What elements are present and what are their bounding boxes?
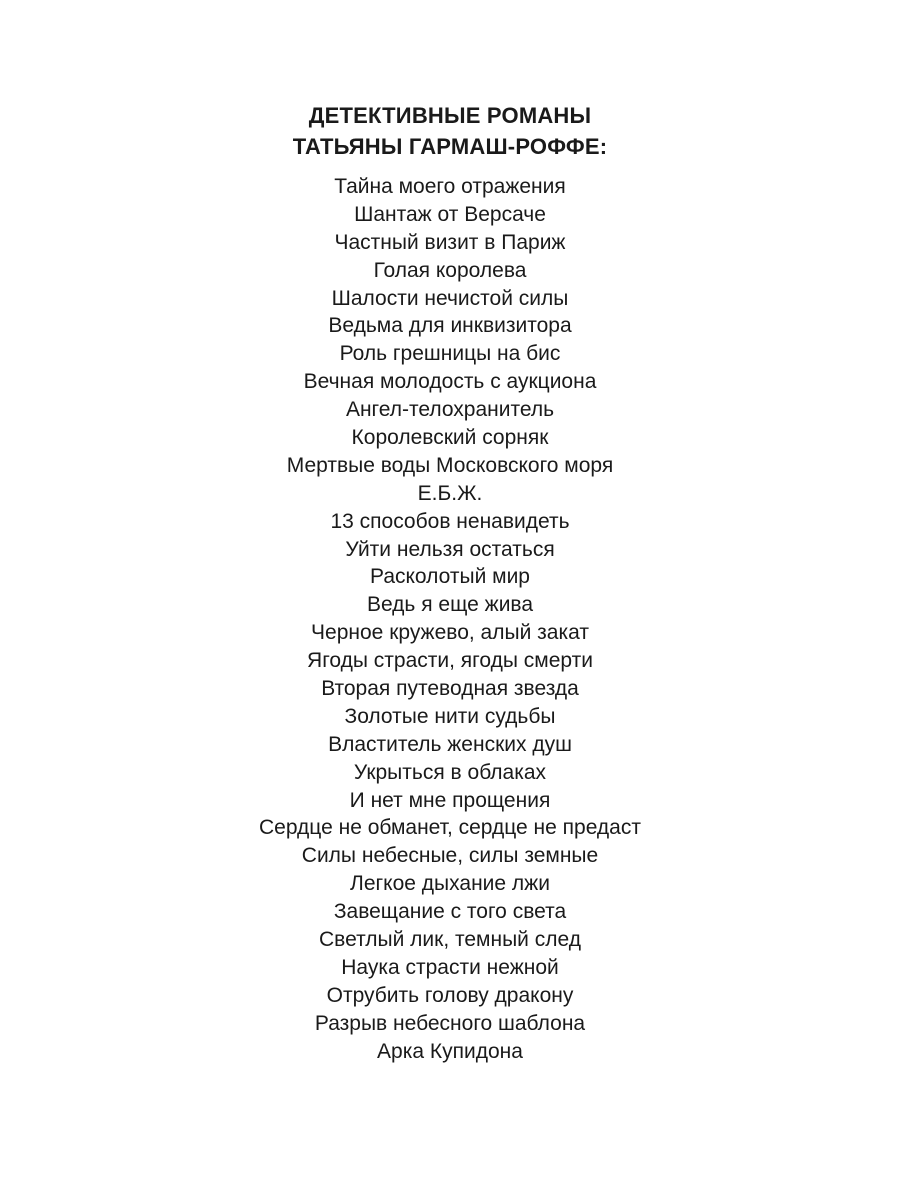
novel-title: И нет мне прощения [349,788,551,812]
novel-title: Арка Купидона [377,1039,523,1063]
novel-title: Укрыться в облаках [353,760,547,784]
heading-line-1: ДЕТЕКТИВНЫЕ РОМАНЫ [308,103,592,128]
novel-title: Шантаж от Версаче [354,202,546,226]
novel-title: Золотые нити судьбы [344,704,556,728]
novel-title: Ведьма для инквизитора [328,314,572,338]
novel-title: Легкое дыхание лжи [350,872,550,896]
novel-title: Ангел-телохранитель [345,398,555,422]
novel-title: Королевский сорняк [351,426,549,450]
novel-title: Шалости нечистой силы [331,286,569,310]
novel-title: Разрыв небесного шаблона [314,1011,586,1035]
novel-title: Частный визит в Париж [334,230,566,254]
novel-titles-list [0,173,900,1066]
novel-title: Ягоды страсти, ягоды смерти [307,649,593,673]
novel-title: Е.Б.Ж. [417,481,483,505]
novel-title: Властитель женских душ [328,732,572,756]
novel-title: Силы небесные, силы земные [301,844,599,868]
page-heading [0,100,900,162]
novel-title: Светлый лик, темный след [319,928,581,952]
novel-title: Отрубить голову дракону [326,983,574,1007]
novel-title: Мертвые воды Московского моря [286,453,614,477]
novel-title: Завещание с того света [333,900,567,924]
novel-title: Сердце не обманет, сердце не предаст [259,816,641,840]
novel-title: Ведь я еще жива [366,593,534,617]
novel-title: Черное кружево, алый закат [311,621,589,645]
novel-title: 13 способов ненавидеть [330,509,570,533]
novel-title: Наука страсти нежной [341,955,559,979]
novel-title: Вечная молодость с аукциона [303,370,597,394]
heading-line-2: ТАТЬЯНЫ ГАРМАШ-РОФФЕ: [292,134,608,159]
novel-title: Тайна моего отражения [334,175,566,198]
novel-title: Расколотый мир [370,565,530,589]
novel-title: Уйти нельзя остаться [345,537,555,561]
novel-title: Роль грешницы на бис [339,342,561,366]
novel-title: Голая королева [373,258,527,282]
novel-title: Вторая путеводная звезда [321,677,579,701]
